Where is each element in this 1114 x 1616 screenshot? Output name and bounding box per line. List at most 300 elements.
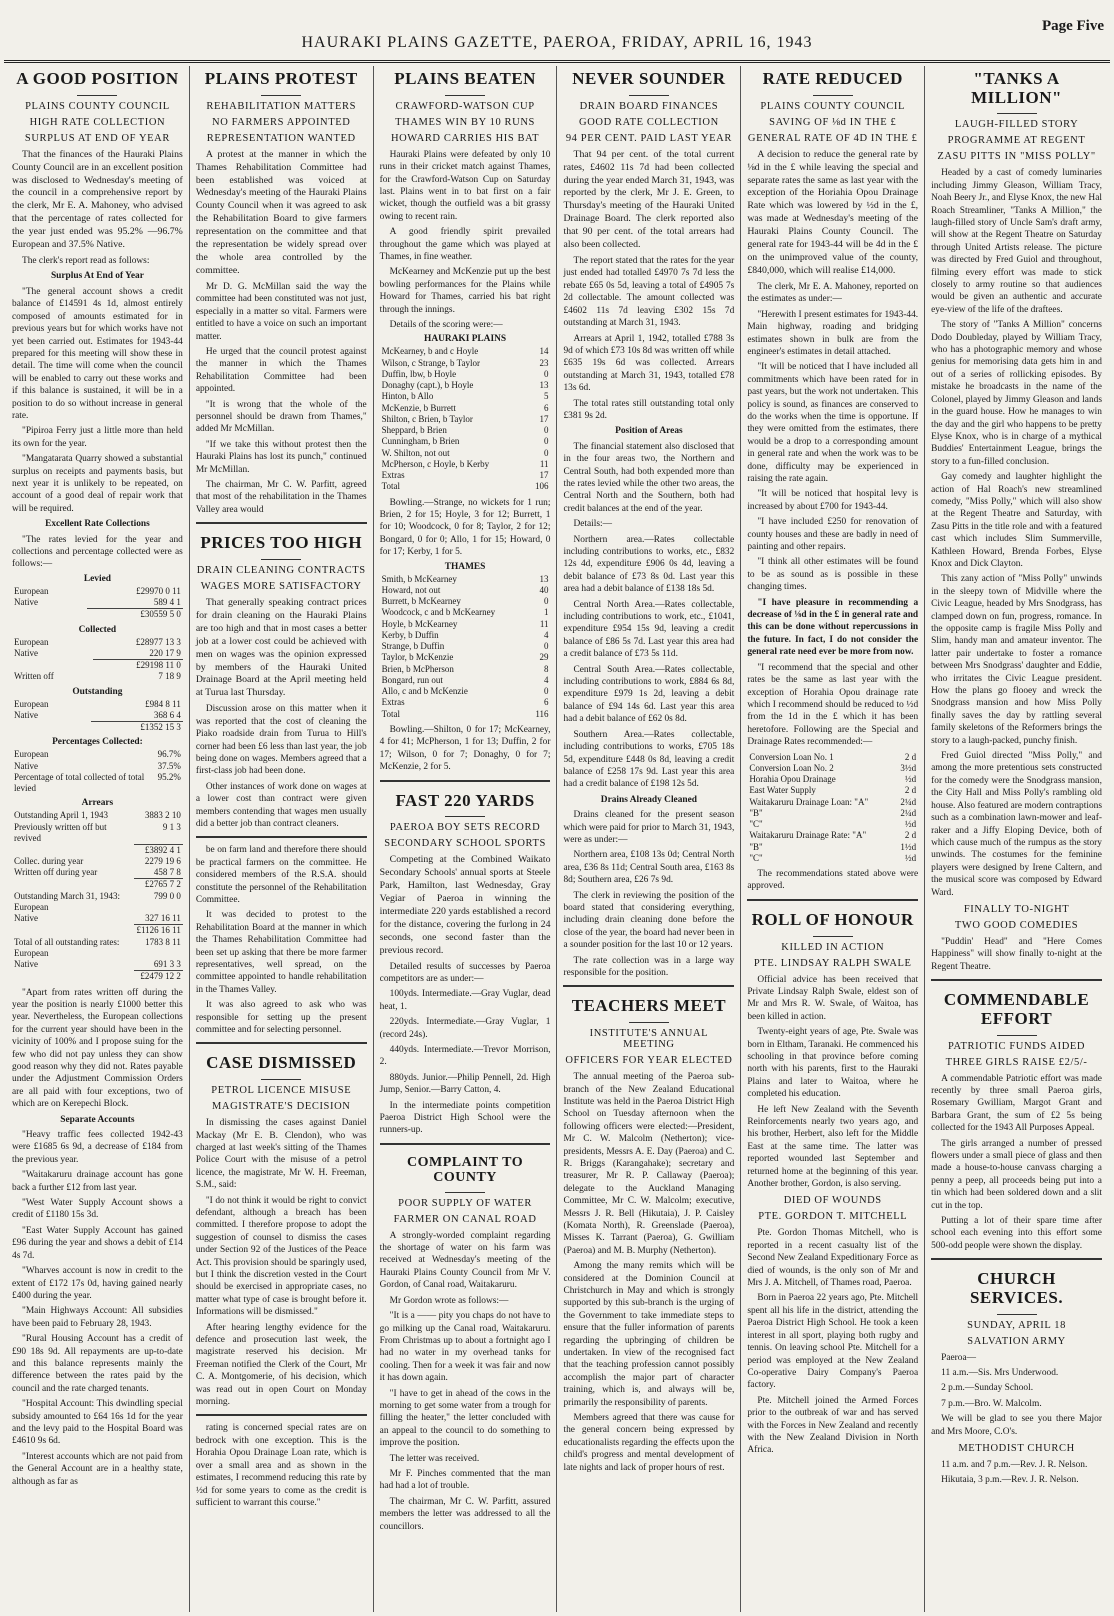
row-value: £1126 16 11 bbox=[136, 925, 181, 936]
row-value: 6 bbox=[543, 402, 549, 413]
paragraph: Hikutaia, 3 p.m.—Rev. J. R. Nelson. bbox=[941, 1475, 1079, 1486]
row-value: £3892 4 1 bbox=[134, 844, 182, 856]
row-label: Percentage of total collected of total levied bbox=[14, 771, 145, 794]
paragraph: "I have included £250 for renovation of county houses and these are badly in need of painting and other repairs. bbox=[747, 517, 919, 553]
paragraph: "If we take this without protest then the Hauraki Plains has lost its punch," continued Mr McMillan. bbox=[195, 439, 367, 475]
row-label: East Water Supply bbox=[749, 785, 816, 796]
subheading: GOOD RATE COLLECTION bbox=[579, 116, 719, 128]
paragraph: The clerk in reviewing the position of the board stated that considering everything, including drain cleaning done before the close of the year, the board had never been in a sounder position for the last 10 or 12 years. bbox=[563, 890, 735, 951]
paragraph: "West Water Supply Account shows a credit of £1180 15s 3d. bbox=[12, 1198, 183, 1221]
row-value: £29198 11 0 bbox=[93, 660, 183, 672]
paragraph: Members agreed that there was cause for the general concern being expressed by educationalists regarding the effects upon the child's progress and mental development of late nights and lack of proper hours of rest. bbox=[563, 1413, 735, 1473]
paragraph: It was decided to protest to the Rehabilitation Board at the manner in which the Thames Rehabilitation Committee had been set up asking that there be more farmer representatives, well spread, on the committee appointed to handle rehabilitation in the Thames Valley. bbox=[195, 910, 367, 995]
row-value: 368 6 4 bbox=[153, 709, 181, 720]
headline: PRICES TOO HIGH bbox=[200, 533, 363, 553]
row-value: 0 bbox=[543, 596, 549, 607]
table-row bbox=[747, 763, 918, 774]
article-body bbox=[196, 597, 367, 830]
row-label bbox=[12, 660, 93, 672]
paragraph: Details:— bbox=[573, 519, 613, 530]
paragraph: He left New Zealand with the Seventh Reinforcements nearly two years ago, and his brother, Herbert, also left for the Middle East at the same time. The latter was reported wounded last September and returned home at the beginning of this year. Another brother, Gordon, is also serving. bbox=[747, 1104, 919, 1190]
paragraph: A strongly-worded complaint regarding the shortage of water on his farm was received at Wednesday's meeting of the Hauraki Plains County Council from Mr V. Gordon, of Canal road, Waitakaruru. bbox=[379, 1230, 551, 1291]
table-row bbox=[380, 709, 551, 720]
table-row bbox=[12, 879, 183, 891]
paragraph: The girls arranged a number of pressed flowers under a small piece of glass and then made a house-to-house canvass charging a penny a peep, all proceeds being put into a tin which had been soldered down and a slit cut in the top. bbox=[931, 1138, 1102, 1211]
row-label: Strange, b Duffin bbox=[381, 641, 445, 652]
row-label: Duffin, lbw, b Hoyle bbox=[381, 368, 457, 379]
paragraph: The total rates still outstanding total only £381 9s 2d. bbox=[563, 398, 735, 421]
row-value: 0 bbox=[543, 425, 549, 436]
paragraph: "It is a —— pity you chaps do not have to go milking up the Canal road, Waitakaruru. From Christmas up to about a fortnight ago I had no water in my overhead tanks for cooling. Then for a week it was fair and now it has down again. bbox=[379, 1311, 551, 1384]
article-body bbox=[931, 1352, 1102, 1438]
table-row bbox=[12, 660, 183, 672]
headline: TEACHERS MEET bbox=[571, 996, 727, 1016]
row-value: 1½d bbox=[900, 841, 917, 852]
paragraph: "It is wrong that the whole of the personnel should be drawn from Thames," added Mr McMillan. bbox=[195, 399, 367, 435]
row-label: "C" bbox=[749, 852, 763, 863]
row-label: European bbox=[14, 698, 49, 709]
table-row bbox=[12, 925, 183, 937]
paragraph: "I think all other estimates will be found to be as sound as is possible in these changing times. bbox=[747, 557, 919, 593]
subheading: FARMER ON CANAL ROAD bbox=[393, 1213, 537, 1225]
subheading: SECONDARY SCHOOL SPORTS bbox=[384, 838, 546, 850]
headline: PLAINS PROTEST bbox=[204, 69, 358, 88]
row-label: European bbox=[14, 636, 49, 647]
paragraph: Northern area, £108 13s 0d; Central North area, £36 8s 11d; Central South area, £163 8s 8d; Southern area, £26 7s 9d. bbox=[563, 850, 735, 886]
row-value: 0 bbox=[543, 641, 549, 652]
paragraph: 7 p.m.—Bro. W. Malcolm. bbox=[941, 1398, 1042, 1409]
row-label: Written off during year bbox=[14, 867, 98, 878]
table-heading: Arrears bbox=[81, 798, 114, 809]
paragraph: The chairman, Mr C. W. Parfitt, agreed that most of the rehabilitation in the Thames Valley area would bbox=[195, 480, 367, 515]
table-row bbox=[380, 619, 551, 630]
row-value: 691 3 3 bbox=[153, 959, 181, 970]
row-label: Allo, c and b McKenzie bbox=[381, 686, 468, 697]
article-plains-beaten bbox=[380, 70, 551, 774]
table-row bbox=[747, 774, 918, 785]
table-row bbox=[12, 761, 183, 772]
paragraph: That the finances of the Hauraki Plains County Council are in an excellent position was disclosed to Wednesday's meeting of the council in a comprehensive report by the clerk, Mr E. A. Mahoney, who advised that the percentage of rates collected for the year just ended was 95.2% —96.7% European and 37.5% Native. bbox=[12, 148, 183, 251]
article-tanks-a-million bbox=[931, 70, 1102, 973]
table-heading: HAURAKI PLAINS bbox=[424, 334, 507, 345]
row-label: Extras bbox=[381, 470, 405, 481]
row-value: £2479 12 2 bbox=[134, 971, 182, 983]
paragraph: be on farm land and therefore there should be practical farmers on the committee. He considered members of the R.S.A. should constitute the personnel of the Rehabilitation Committee. bbox=[195, 845, 367, 905]
subheading: DIED OF WOUNDS bbox=[783, 1195, 882, 1207]
paragraph: The clerk, Mr E. A. Mahoney, reported on the estimates as under:— bbox=[747, 281, 919, 305]
subheading: KILLED IN ACTION bbox=[781, 941, 885, 953]
row-label bbox=[12, 844, 134, 856]
row-label: Native bbox=[14, 597, 38, 608]
paragraph: A commendable Patriotic effort was made recently by three small Paeroa girls, Rosemary Gwilliam, Margot Grant and Barbara Grant, the sum of £2 5s being collected for the 1943 All Purposes Appeal. bbox=[931, 1073, 1102, 1134]
table-row bbox=[12, 671, 183, 682]
table-heading: THAMES bbox=[444, 561, 486, 572]
hauraki-plains-scorecard bbox=[380, 346, 551, 492]
table-row bbox=[12, 856, 183, 867]
article-never-sounder bbox=[563, 70, 734, 979]
article-body bbox=[563, 149, 734, 980]
paragraph: "Heavy traffic fees collected 1942-43 were £1685 6s 9d, a decrease of £184 from the previous year. bbox=[12, 1130, 183, 1165]
article-continuation bbox=[196, 836, 367, 1036]
table-row bbox=[380, 630, 551, 641]
row-value: 23 bbox=[539, 357, 549, 368]
paragraph: The annual meeting of the Paeroa sub-branch of the New Zealand Educational Institute was held in the Paeroa District High School on Tuesday afternoon when the following officers were elected:—President, Mr C. W. Malcolm (Netherton); vice-presidents, Messrs A. E. Day (Paeroa) and C. R. Briggs (Karangahake); secretary and treasurer, Mr R. P. Callaway (Paeroa); delegate to the Auckland Managing Committee, Mr C. W. Malcolm; executive, Messrs J. R. Bell (Hikutaia), J. P. Caisley (Komata North), R. Greenslade (Paeroa), Misses K. Tarrant (Paeroa), G. Gwilliam (Paeroa) and M. B. Murphy (Netherton). bbox=[563, 1072, 735, 1256]
paragraph: Arrears at April 1, 1942, totalled £788 3s 9d of which £73 10s 8d was written off while £635 19s 6d was collected. Arrears outstanding at March 31, 1943, totalled £78 13s 6d. bbox=[563, 333, 735, 394]
table-row bbox=[380, 686, 551, 697]
row-label: Collec. during year bbox=[14, 855, 84, 866]
headline: COMMENDABLE EFFORT bbox=[943, 990, 1090, 1028]
row-value: 17 bbox=[539, 470, 549, 481]
row-value: 3883 2 10 bbox=[144, 810, 181, 821]
paragraph: Putting a lot of their spare time after school each evening into this effort some 500-odd people were shown the display. bbox=[931, 1216, 1102, 1251]
column-2 bbox=[190, 66, 374, 1612]
row-value: 0 bbox=[543, 436, 549, 447]
subheading: PTE. LINDSAY RALPH SWALE bbox=[753, 957, 912, 969]
section-heading: Separate Accounts bbox=[60, 1114, 135, 1125]
article-body bbox=[380, 1230, 551, 1533]
row-value: £984 8 11 bbox=[145, 698, 181, 709]
row-label: Taylor, b McKenzie bbox=[381, 652, 454, 663]
article-body bbox=[931, 1459, 1102, 1487]
headline: FAST 220 YARDS bbox=[395, 790, 535, 810]
row-value: 2279 19 6 bbox=[144, 855, 181, 866]
row-label: Waitakaruru Drainage Rate: "A" bbox=[749, 830, 867, 841]
divider bbox=[813, 936, 853, 937]
table-row bbox=[380, 470, 551, 481]
table-row bbox=[380, 641, 551, 652]
row-value: 29 bbox=[539, 652, 549, 663]
paragraph: This zany action of "Miss Polly" unwinds in the sleepy town of Midville where the Civic League, headed by Mrs Snodgrass, has clamped down on fun, progress, romance. In the opposite camp is fragile Miss Polly and Slim, handy man and amateur inventor. The latter pair undertake to foster a romance between Mrs Snodgrass' daughter and Eddie, who irritates the Civic League president. How the plans go flooey and wreck the Snodgrass mansion and how Miss Polly finally saves the day by rattling several family skeletons of the Reformers brings the story to a laugh-packed, punchy finish. bbox=[931, 574, 1102, 746]
row-value: 13 bbox=[539, 573, 549, 584]
table-row bbox=[12, 710, 183, 722]
paragraph: "It will be noticed that hospital levy is increased by about £700 for 1943-44. bbox=[747, 489, 919, 512]
row-value: 11 bbox=[539, 618, 549, 629]
masthead-rule bbox=[4, 60, 1110, 63]
table-row bbox=[380, 425, 551, 436]
row-label: Extras bbox=[381, 697, 405, 708]
table-row bbox=[380, 391, 551, 402]
subheading: 94 PER CENT. PAID LAST YEAR bbox=[565, 132, 732, 144]
row-value: ½d bbox=[904, 774, 917, 785]
table-row bbox=[380, 481, 551, 492]
paragraph: The clerk's report read as follows: bbox=[22, 256, 150, 267]
row-label: Outstanding April 1, 1943 bbox=[14, 810, 108, 821]
row-label: Outstanding March 31, 1943: European bbox=[14, 890, 120, 912]
paragraph: 100yds. Intermediate.—Gray Vuglar, dead heat, 1. bbox=[379, 989, 551, 1012]
article-body bbox=[747, 149, 918, 749]
percentages-table bbox=[12, 749, 183, 794]
paragraph: "Hospital Account: This dwindling special subsidy amounted to £64 16s 1d for the year and the levy paid to the Hospital Board was £4610 9s 6d. bbox=[12, 1399, 183, 1447]
headline: NEVER SOUNDER bbox=[572, 69, 726, 88]
subheading: SAVING OF ⅛d IN THE £ bbox=[769, 116, 897, 128]
row-label: Conversion Loan No. 2 bbox=[749, 762, 834, 773]
paragraph: Official advice has been received that Private Lindsay Ralph Swale, eldest son of Mr and Mrs R. W. Swale, of Waitoa, has been killed in action. bbox=[747, 974, 919, 1022]
table-row bbox=[12, 844, 183, 856]
subheading: OFFICERS FOR YEAR ELECTED bbox=[565, 1055, 733, 1067]
row-value: £2765 7 2 bbox=[134, 879, 182, 891]
paragraph: Central North Area.—Rates collectable, including contributions to work, etc., £1041, expenditure £954 15s 9d, leaving a credit balance of £86 5s 7d. Last year this area had a credit balance of £73 5s 11d. bbox=[563, 599, 735, 660]
subheading: DRAIN BOARD FINANCES bbox=[579, 100, 719, 112]
subheading: PROGRAMME AT REGENT bbox=[947, 135, 1086, 147]
row-value: £28977 13 3 bbox=[135, 636, 181, 647]
row-label: "B" bbox=[749, 841, 763, 852]
table-row bbox=[380, 607, 551, 618]
table-row bbox=[747, 785, 918, 796]
table-row bbox=[12, 891, 183, 914]
paragraph: "The general account shows a credit balance of £14591 4s 1d, almost entirely composed of amounts estimated for in previous years but for which works have not yet been carried out. Estimates for 1943-44 prepared for this meeting will show these in detail. The time will come when the council will be enabled to carry out these works and if this balance is sustained, it will be in a position to do so without increase in general rate. bbox=[12, 286, 183, 421]
row-value: 2 d bbox=[904, 785, 917, 796]
table-row bbox=[12, 609, 183, 621]
table-row bbox=[12, 597, 183, 609]
paragraph: "Rural Housing Account has a credit of £90 18s 9d. All repayments are up-to-date and this balance represents mainly the difference between the rates paid by the council and the rate charged tenants. bbox=[12, 1334, 183, 1394]
headline: RATE REDUCED bbox=[762, 69, 903, 88]
paragraph: Mr Gordon wrote as follows:— bbox=[389, 1295, 509, 1306]
section-heading: Drains Already Cleaned bbox=[600, 794, 697, 805]
table-row bbox=[380, 380, 551, 391]
headline: PLAINS BEATEN bbox=[394, 69, 536, 88]
subheading: LAUGH-FILLED STORY bbox=[954, 119, 1079, 131]
paragraph: rating is concerned special rates are on bedrock with one exception. This is the Horahia Opou Drainage Loan rate, which is over a small area and as shown in the estimates, I recommend reducing this rate by ½d for some years to come as the credit is sufficient to warrant this course." bbox=[195, 1423, 367, 1508]
divider bbox=[629, 1022, 669, 1023]
paragraph: We will be glad to see you there Major and Mrs Moore, C.O's. bbox=[931, 1414, 1102, 1437]
article-body bbox=[196, 1422, 367, 1509]
article-body bbox=[931, 167, 1102, 899]
row-value: 40 bbox=[539, 584, 549, 595]
paragraph: It was also agreed to ask who was responsible for setting up the present committee and for selecting personnel. bbox=[195, 1000, 367, 1036]
paragraph: In the intermediate points competition Paeroa District High School were the runners-up. bbox=[379, 1100, 551, 1136]
table-row bbox=[380, 358, 551, 369]
row-label: "B" bbox=[749, 807, 763, 818]
table-row bbox=[380, 459, 551, 470]
row-value: 7 18 9 bbox=[158, 671, 181, 682]
divider bbox=[813, 95, 853, 96]
row-value: 2 d bbox=[904, 830, 917, 841]
row-label: Horahia Opou Drainage bbox=[749, 774, 836, 785]
row-label: Brien, b McPherson bbox=[381, 663, 454, 674]
thames-scorecard bbox=[380, 574, 551, 720]
paragraph: Mr F. Pinches commented that the man had had a lot of trouble. bbox=[379, 1468, 551, 1492]
article-fast-220-yards bbox=[380, 780, 551, 1137]
row-value: £30559 5 0 bbox=[87, 609, 182, 621]
subheading: PLAINS COUNTY COUNCIL bbox=[25, 100, 170, 112]
row-value: 14 bbox=[539, 346, 549, 357]
row-value: 2¼d bbox=[900, 796, 917, 807]
paragraph: "Waitakaruru drainage account has gone back a further £12 from last year. bbox=[12, 1170, 183, 1193]
table-row bbox=[747, 752, 918, 763]
row-value: 799 0 0 bbox=[153, 890, 181, 901]
paragraph: 11 a.m. and 7 p.m.—Rev. J. R. Nelson. bbox=[941, 1460, 1088, 1471]
row-value: 17 bbox=[539, 413, 549, 424]
article-body bbox=[380, 724, 551, 774]
divider bbox=[261, 559, 301, 560]
row-label: Hoyle, b McKearney bbox=[381, 618, 458, 629]
article-body bbox=[931, 1073, 1102, 1253]
paragraph: Pte. Gordon Thomas Mitchell, who is reported in a recent casualty list of the Second New Zealand Expeditionary Force as died of wounds, is the only son of Mr and Mrs J. A. Mitchell, of Thames road, Paeroa. bbox=[747, 1228, 919, 1289]
subheading: SURPLUS AT END OF YEAR bbox=[24, 132, 170, 144]
article-teachers-meet bbox=[563, 985, 734, 1474]
paragraph: He urged that the council protest against the manner in which the Thames Rehabilitation Committee had been appointed. bbox=[195, 346, 367, 395]
paragraph: "Pipiroa Ferry just a little more than held its own for the year. bbox=[12, 426, 183, 449]
paragraph: In dismissing the cases against Daniel Mackay (Mr E. B. Clendon), who was charged at last week's sitting of the Thames Police Court with the misuse of a petrol licence, the magistrate, Mr W. H. Freeman, S.M., said: bbox=[195, 1118, 367, 1191]
row-value: £29970 0 11 bbox=[136, 585, 181, 596]
page-number: Page Five bbox=[1041, 18, 1104, 34]
paragraph: Details of the scoring were:— bbox=[389, 319, 503, 330]
paragraph: After hearing lengthy evidence for the defence and prosecution last week, the magistrate reserved his decision. Mr Freeman notified the Clerk of the Court, Mr C. A. Montgomerie, of his decision, which was read out in open Court on Monday morning. bbox=[195, 1322, 367, 1408]
paragraph: The report stated that the rates for the year just ended had totalled £4970 7s 7d less the rebate £65 0s 5d, leaving a total of £4905 7s 2d collectable. The amount collected was £4602 11s 7d leaving £302 15s 7d outstanding at March 31, 1943. bbox=[563, 256, 735, 329]
article-body bbox=[747, 1227, 918, 1456]
row-value: 5 bbox=[543, 391, 549, 402]
row-label: McKearney, b and c Hoyle bbox=[381, 346, 479, 357]
paragraph: Drains cleaned for the present season which were paid for prior to March 31, 1943, were as under:— bbox=[563, 810, 735, 845]
headline: COMPLAINT TO COUNTY bbox=[407, 1154, 524, 1186]
section-heading: Surplus At End of Year bbox=[50, 271, 144, 282]
row-value: 3½d bbox=[900, 762, 917, 773]
paragraph: Detailed results of successes by Paeroa competitors are as under:— bbox=[379, 961, 551, 984]
article-continuation bbox=[196, 1414, 367, 1509]
subheading: THAMES WIN BY 10 RUNS bbox=[395, 116, 535, 128]
table-heading: Outstanding bbox=[72, 686, 123, 697]
paragraph: That 94 per cent. of the total current rates, £4602 11s 7d had been collected during the year ended March 31, 1943, was reported by the clerk, Mr J. E. Green, to Thursday's meeting of the Hauraki United Drainage Board. The clerk reported also that 90 per cent. of the total arrears had also been collected. bbox=[563, 148, 735, 251]
collected-table bbox=[12, 637, 183, 683]
article-case-dismissed bbox=[196, 1042, 367, 1408]
row-label: Kerby, b Duffin bbox=[381, 629, 439, 640]
table-row bbox=[380, 448, 551, 459]
subheading: MAGISTRATE'S DECISION bbox=[212, 1101, 351, 1113]
table-row bbox=[12, 971, 183, 983]
article-a-good-position bbox=[12, 70, 183, 1488]
paragraph: Competing at the Combined Waikato Secondary Schools' annual sports at Steele Park, Hamilton, last Wednesday, Gray Vegiar of Paeroa in winning the intermediate 220 yards established a record for the distance, covering the furlong in 24 seconds, one second faster than the previous record. bbox=[379, 854, 551, 956]
paragraph: "I have pleasure in recommending a decrease of ⅛d in the £ in general rate and this can be done without repercussions in the future. In fact, I do not consider the general rate need ever be more from now. bbox=[747, 597, 919, 658]
row-value: 106 bbox=[534, 481, 549, 492]
paragraph: Born in Paeroa 22 years ago, Pte. Mitchell spent all his life in the district, attending the Paeroa District High School. He took a keen interest in all sport, playing both rugby and tennis. On leaving school Pte. Mitchell for a period was employed at the New Zealand Co-operative Dairy Company's Paeroa factory. bbox=[747, 1293, 919, 1391]
headline: A GOOD POSITION bbox=[16, 69, 179, 88]
row-label: Cunningham, b Brien bbox=[381, 436, 460, 447]
paragraph: Discussion arose on this matter when it was reported that the cost of cleaning the Piako roadside drain from Turua to Hill's corner had been £6 less than last year, the job being done on wages. Members agreed that a first-class job had been done. bbox=[195, 704, 367, 777]
paragraph: "I have to get in ahead of the cows in the morning to get some water from a trough for filling the heater," the letter concluded with an appeal to the council to do something to improve the position. bbox=[379, 1388, 551, 1449]
table-row bbox=[12, 772, 183, 795]
headline: CASE DISMISSED bbox=[206, 1053, 357, 1073]
recommended-rates-table bbox=[747, 752, 918, 865]
row-value: 458 7 8 bbox=[153, 867, 181, 878]
table-row bbox=[380, 369, 551, 380]
divider bbox=[997, 113, 1037, 114]
paragraph: "Herewith I present estimates for 1943-44. Main highway, roading and bridging estimates shown in bulk are from the engineer's estimates in detail attached. bbox=[747, 309, 919, 357]
paragraph: That generally speaking contract prices for drain cleaning on the Hauraki Plains are too high and that in most cases a better job at a lower cost could be achieved with men on wages was the opinion expressed by members of the Hauraki United Drainage Board at the April meeting held at Turua last Thursday. bbox=[195, 596, 367, 699]
row-value: 589 4 1 bbox=[153, 597, 181, 608]
subheading: ZASU PITTS IN "MISS POLLY" bbox=[937, 151, 1096, 163]
paragraph: Southern Area.—Rates collectable, including contributions to works, £705 18s 5d, expenditure £448 0s 8d, leaving a credit balance of £258 17s 9d. Last year this area had a credit balance of £198 12s 5d. bbox=[563, 729, 735, 790]
article-body bbox=[931, 936, 1102, 973]
paragraph: Twenty-eight years of age, Pte. Swale was born in Eltham, Taranaki. He commenced his schooling in that province before coming north with his parents, first to the Hauraki Plains and later to Waitoa, where he completed his education. bbox=[747, 1027, 919, 1100]
table-row bbox=[12, 810, 183, 821]
row-label: Native bbox=[14, 913, 38, 924]
article-body bbox=[747, 868, 918, 893]
table-row bbox=[380, 346, 551, 357]
row-label: Native bbox=[14, 959, 38, 970]
paragraph: The recommendations stated above were approved. bbox=[747, 869, 919, 892]
row-value: 0 bbox=[543, 447, 549, 458]
section-heading: Position of Areas bbox=[615, 426, 683, 437]
row-label: Howard, not out bbox=[381, 584, 441, 595]
divider bbox=[261, 95, 301, 96]
table-row bbox=[380, 697, 551, 708]
row-value: 1783 8 11 bbox=[145, 936, 181, 947]
article-roll-of-honour bbox=[747, 899, 918, 1457]
subheading: HIGH RATE COLLECTION bbox=[29, 116, 166, 128]
table-row bbox=[12, 822, 183, 845]
headline: "TANKS A MILLION" bbox=[971, 69, 1062, 107]
row-label: Waitakaruru Drainage Loan: "A" bbox=[749, 796, 869, 807]
subheading: PTE. GORDON T. MITCHELL bbox=[758, 1211, 908, 1223]
divider bbox=[997, 1035, 1037, 1036]
paragraph: "Wharves account is now in credit to the extent of £172 17s 0d, having gained nearly £400 during the year. bbox=[12, 1266, 183, 1301]
row-value: 2¼d bbox=[900, 807, 917, 818]
paragraph: Among the many remits which will be considered at the Dominion Council at Christchurch in May and which is strongly supported by this sub-branch is the urging of the Government to take immediate steps to ensure that the fuller information of parents regarding the upbringing of children be undertaken. In view of the recognised fact that the teaching profession cannot possibly accomplish the major part of character training, which is, and always will be, primarily the responsibility of parents. bbox=[563, 1261, 735, 1408]
table-row bbox=[380, 436, 551, 447]
subheading: PLAINS COUNTY COUNCIL bbox=[760, 100, 906, 112]
table-heading: Levied bbox=[83, 573, 111, 584]
table-row bbox=[380, 585, 551, 596]
table-row bbox=[12, 648, 183, 660]
subheading: FINALLY TO-NIGHT bbox=[963, 903, 1070, 915]
row-label: Native bbox=[14, 647, 38, 658]
divider bbox=[997, 1314, 1037, 1315]
paragraph: McKearney and McKenzie put up the best bowling performances for the Plains while Howard for Thames, carried his bat right through the innings. bbox=[379, 267, 551, 315]
row-label: Smith, b McKearney bbox=[381, 573, 457, 584]
table-row bbox=[12, 722, 183, 734]
paragraph: The rate collection was in a large way responsible for the position. bbox=[563, 955, 735, 978]
row-label: Sheppard, b Brien bbox=[381, 425, 447, 436]
divider bbox=[261, 1079, 301, 1080]
page-columns bbox=[6, 66, 1108, 1612]
row-value: 0 bbox=[543, 686, 549, 697]
paragraph: The letter was received. bbox=[389, 1453, 480, 1464]
row-label: European bbox=[14, 749, 49, 760]
row-value: 4 bbox=[543, 629, 549, 640]
row-label: Donaghy (capt.), b Hoyle bbox=[381, 380, 474, 391]
subheading: THREE GIRLS RAISE £2/5/- bbox=[945, 1056, 1088, 1068]
table-row bbox=[380, 403, 551, 414]
divider bbox=[77, 95, 117, 96]
table-row bbox=[12, 699, 183, 710]
paragraph: Bowling.—Strange, no wickets for 1 run; Brien, 2 for 15; Hoyle, 3 for 12; Burrett, 1 for 10; Woodcock, 0 for 8; Taylor, 2 for 12; Bongard, 0 for 0; Allo, 1 for 15; Howard, 0 for 17; Kerby, 1 for 5. bbox=[379, 497, 551, 558]
paragraph: A good friendly spirit prevailed throughout the game which was played at Thames, in fine weather. bbox=[379, 227, 551, 262]
row-label: Total bbox=[381, 481, 401, 492]
row-value: 116 bbox=[535, 708, 549, 719]
article-body bbox=[563, 1071, 734, 1474]
row-value: 220 17 9 bbox=[149, 647, 181, 658]
table-row bbox=[12, 637, 183, 648]
outstanding-table bbox=[12, 699, 183, 734]
paragraph: Bowling.—Shilton, 0 for 17; McKearney, 4 for 41; McPherson, 1 for 13; Duffin, 2 for 17; Wilson, 0 for 7; Donaghy, 0 for 7; McKenzie, 2 for 5. bbox=[379, 724, 551, 773]
arrears-table bbox=[12, 810, 183, 982]
paragraph: 11 a.m.—Sis. Mrs Underwood. bbox=[941, 1368, 1059, 1378]
section-heading: Excellent Rate Collections bbox=[45, 519, 150, 530]
paragraph: "I recommend that the special and other rates be the same as last year with the exception of Horahia Opou drainage rate which I recommend should be reduced to ½d from the 1d in the £ which it has been heretofore. Following are the Special and Drainage Rates recommended:— bbox=[747, 662, 919, 748]
article-prices-too-high bbox=[196, 522, 367, 830]
newspaper-title: HAURAKI PLAINS GAZETTE, PAEROA, FRIDAY, APRIL 16, 1943 bbox=[301, 34, 813, 51]
paragraph: Pte. Mitchell joined the Armed Forces prior to the outbreak of war and has served with the Forces in New Zealand and recently with the New Zealand Division in North Africa. bbox=[747, 1395, 919, 1456]
column-3 bbox=[374, 66, 558, 1612]
divider bbox=[629, 95, 669, 96]
row-label: Bongard, run out bbox=[381, 674, 443, 685]
row-value: £1352 15 3 bbox=[91, 722, 183, 734]
subheading: GENERAL RATE OF 4D IN THE £ bbox=[747, 132, 918, 144]
row-label bbox=[12, 722, 91, 734]
row-label: European bbox=[14, 585, 49, 596]
row-value: 8 bbox=[543, 663, 549, 674]
row-label bbox=[12, 879, 134, 891]
